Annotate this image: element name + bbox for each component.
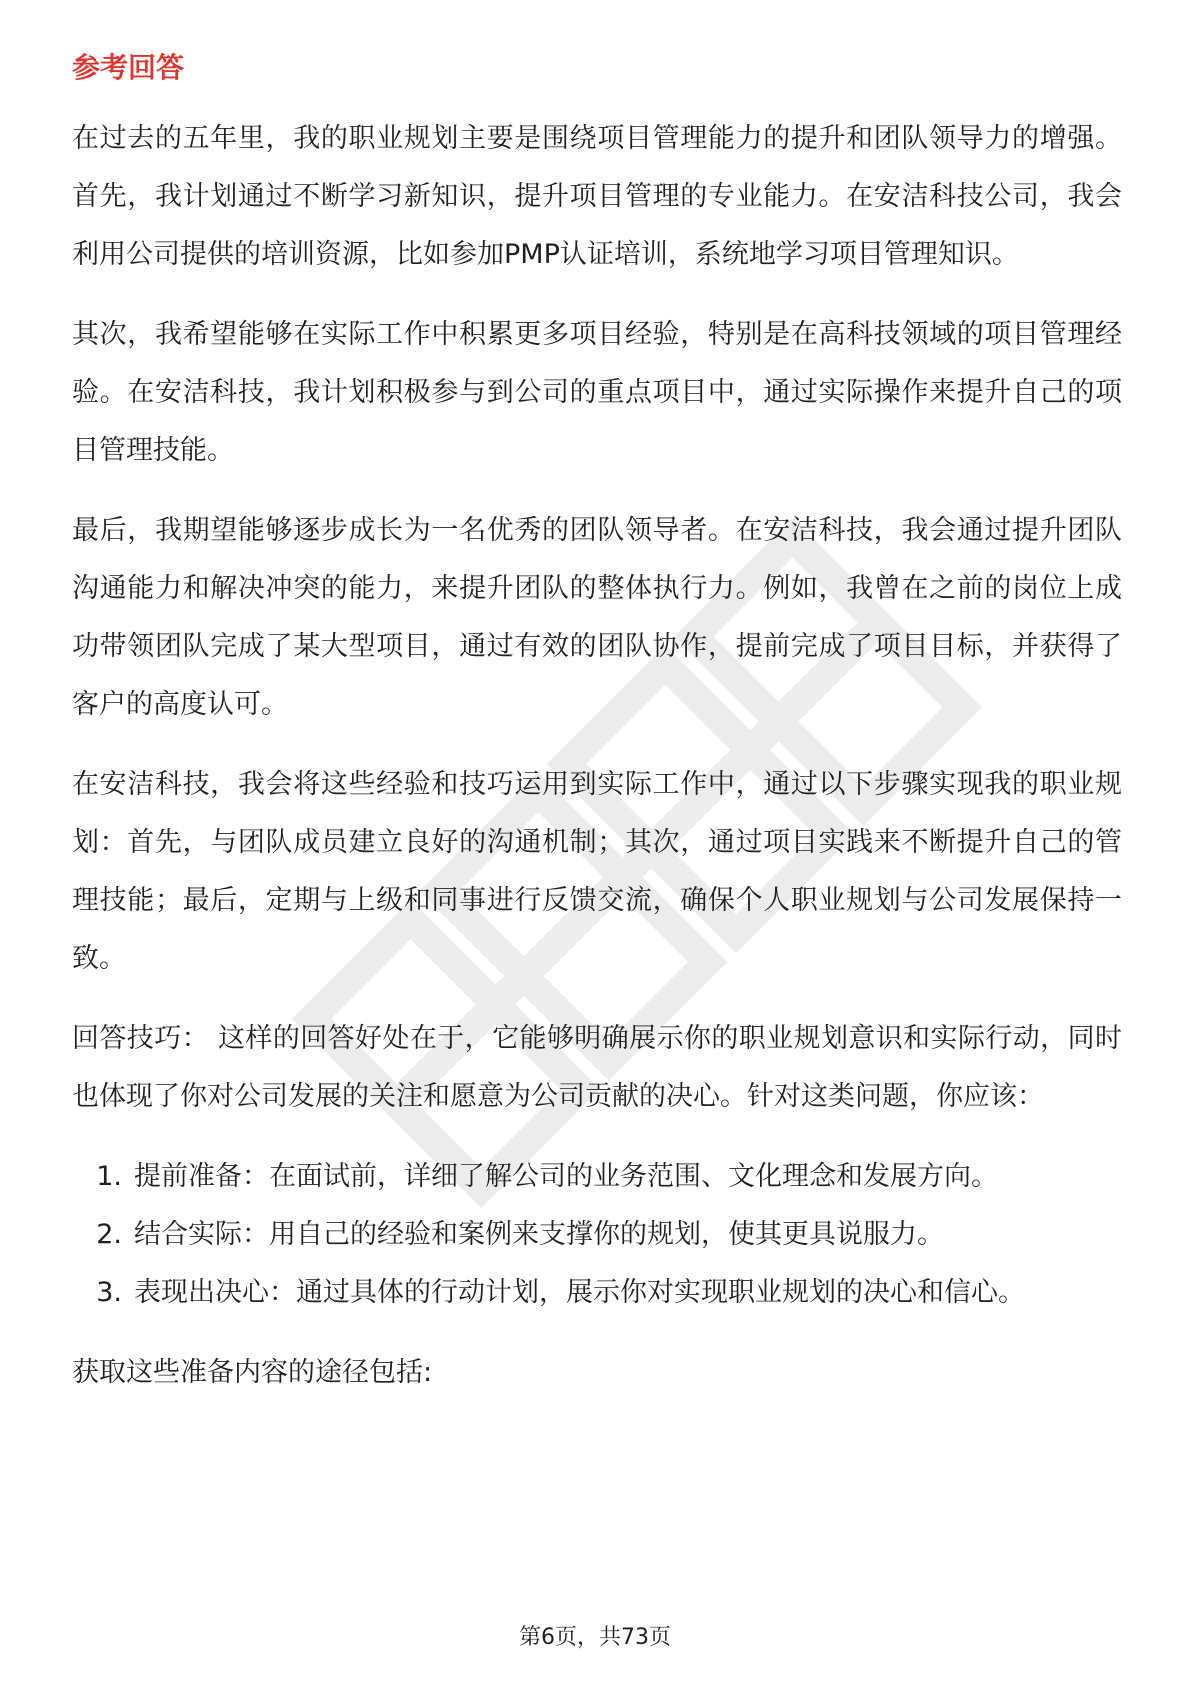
tip-label: 回答技巧： bbox=[72, 1023, 210, 1054]
list-item-text: 表现出决心：通过具体的行动计划，展示你对实现职业规划的决心和信心。 bbox=[134, 1277, 1025, 1308]
tips-list bbox=[72, 1148, 1122, 1322]
list-item-number: 3. bbox=[96, 1277, 122, 1308]
section-heading: 参考回答 bbox=[72, 51, 185, 84]
tip-paragraph bbox=[72, 1010, 1122, 1126]
list-item-text: 结合实际：用自己的经验和案例来支撑你的规划，使其更具说服力。 bbox=[134, 1219, 944, 1250]
list-item-number: 1. bbox=[96, 1161, 122, 1192]
answer-paragraph-3: 最后，我期望能够逐步成长为一名优秀的团队领导者。在安洁科技，我会通过提升团队沟通能力和解决冲突的能力，来提升团队的整体执行力。例如，我曾在之前的岗位上成功带领团队完成了某大型项目，通过有效的团队协作，提前完成了项目目标，并获得了客户的高度认可。 bbox=[72, 515, 1122, 720]
list-item bbox=[72, 1206, 1122, 1264]
list-item bbox=[72, 1148, 1122, 1206]
list-item bbox=[72, 1264, 1122, 1322]
tip-text: 这样的回答好处在于，它能够明确展示你的职业规划意识和实际行动，同时也体现了你对公司发展的关注和愿意为公司贡献的决心。针对这类问题，你应该： bbox=[72, 1023, 1122, 1112]
list-item-number: 2. bbox=[96, 1219, 122, 1250]
answer-paragraph-4: 在安洁科技，我会将这些经验和技巧运用到实际工作中，通过以下步骤实现我的职业规划：首先，与团队成员建立良好的沟通机制；其次，通过项目实践来不断提升自己的管理技能；最后，定期与上级和同事进行反馈交流，确保个人职业规划与公司发展保持一致。 bbox=[72, 769, 1122, 974]
list-item-text: 提前准备：在面试前，详细了解公司的业务范围、文化理念和发展方向。 bbox=[134, 1161, 998, 1192]
main-content bbox=[72, 48, 1122, 1424]
answer-paragraph-1: 在过去的五年里，我的职业规划主要是围绕项目管理能力的提升和团队领导力的增强。首先，我计划通过不断学习新知识，提升项目管理的专业能力。在安洁科技公司，我会利用公司提供的培训资源，比如参加PMP认证培训，系统地学习项目管理知识。 bbox=[72, 123, 1122, 270]
page-number: 第6页，共73页 bbox=[519, 1625, 671, 1650]
closing-paragraph: 获取这些准备内容的途径包括: bbox=[72, 1357, 433, 1388]
answer-paragraph-2: 其次，我希望能够在实际工作中积累更多项目经验，特别是在高科技领域的项目管理经验。在安洁科技，我计划积极参与到公司的重点项目中，通过实际操作来提升自己的项目管理技能。 bbox=[72, 319, 1122, 466]
